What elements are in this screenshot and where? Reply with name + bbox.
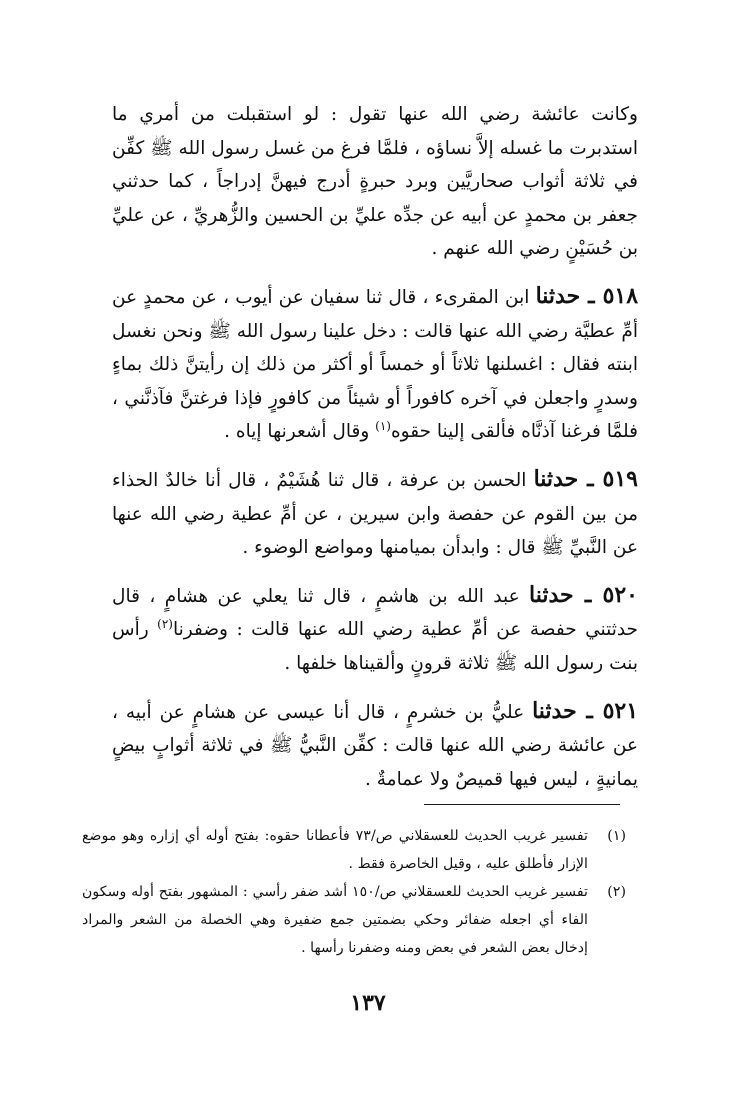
footnote-1	[82, 822, 626, 878]
hadith-text: عليُّ بن خشرمٍ ، قال أنا عيسى عن هشامٍ عن أبيه ، عن عائشة رضي الله عنها قالت : كفِّن النَّبيُّ ﷺ في ثلاثة أثوابٍ بيضٍ يمانيةٍ ، ليس فيها قميصٌ ولا عمامةٌ .	[112, 701, 638, 790]
footnote-separator	[424, 804, 620, 805]
hadith-519	[112, 463, 638, 565]
hadith-text-after: رأس بنت رسول الله ﷺ ثلاثة قرونٍ وألقيناها خلفها .	[112, 619, 638, 674]
hadith-text: الحسن بن عرفة ، قال ثنا هُشَيْمٌ ، قال أنا خالدٌ الحذاء من بين القوم عن حفصة وابن سيرين ، عن أمِّ عطية رضي الله عنها عن النَّبيِّ ﷺ قال : وابدأن بميامنها ومواضع الوضوء .	[112, 469, 638, 559]
hadith-number: ٥٢٠	[602, 581, 638, 608]
hadith-dash: ـ	[580, 282, 603, 309]
haddathana-keyword: حدثنا	[535, 282, 581, 309]
hadith-dash: ـ	[578, 465, 603, 492]
hadith-521	[112, 695, 638, 797]
footnotes	[82, 822, 626, 962]
footnote-ref-1[interactable]: (١)	[375, 419, 391, 434]
page-number: ١٣٧	[350, 990, 386, 1016]
hadith-number: ٥١٩	[602, 465, 638, 492]
hadith-text: ابن المقرىء ، قال ثنا سفيان عن أيوب ، عن محمدٍ عن أمِّ عطيَّة رضي الله عنها قالت : دخل علينا رسول الله ﷺ ونحن نغسل ابنته فقال : اغسلنها ثلاثاً أو خمساً أو أكثر من ذلك إن رأيتنَّ ذلك بماءٍ وسدرٍ واجعلن في آخره كافوراً أو شيئاً من كافورٍ فإذا فرغتنَّ فآذنَّني ، فلمَّا فرغنا آذنَّاه فألقى إلينا حقوه	[112, 286, 638, 443]
footnote-ref-2[interactable]: (٢)	[157, 617, 173, 632]
footnote-number: (٢)	[607, 884, 626, 900]
hadith-518	[112, 280, 638, 449]
haddathana-keyword: حدثنا	[529, 581, 574, 608]
footnote-text: تفسير غريب الحديث للعسقلاني ص/١٥٠ أشد ضفر رأسي : المشهور بفتح أوله وسكون الفاء أي اجعله ضفائر وحكي بضمتين جمع ضفيرة وهي الخصلة من الشعر والمراد إدخال بعض الشعر في بعض ومنه وضفرنا رأسها .	[82, 884, 588, 956]
haddathana-keyword: حدثنا	[533, 465, 579, 492]
main-text	[112, 98, 638, 796]
footnote-text: تفسير غريب الحديث للعسقلاني ص/٧٣ فأعطانا حقوه: بفتح أوله أي إزاره وهو موضع الإزار فأطلق عليه ، وقيل الخاصرة فقط .	[82, 828, 588, 872]
hadith-dash: ـ	[576, 697, 603, 724]
hadith-number: ٥٢١	[602, 697, 639, 724]
hadith-520	[112, 579, 638, 681]
hadith-text-after: وقال أشعرنها إياه .	[224, 421, 376, 443]
footnote-2	[82, 878, 626, 962]
hadith-dash: ـ	[573, 581, 603, 608]
footnote-number: (١)	[607, 828, 626, 844]
haddathana-keyword: حدثنا	[532, 697, 577, 724]
hadith-text: عبد الله بن هاشمٍ ، قال ثنا يعلي عن هشامٍ ، قال حدثتني حفصة عن أمِّ عطية رضي الله عنها قالت : وضفرنا	[112, 585, 638, 641]
intro-paragraph: وكانت عائشة رضي الله عنها تقول : لو استقبلت من أمري ما استدبرت ما غسله إلاَّ نساؤه ، فلمَّا فرغ من غسل رسول الله ﷺ كفِّن في ثلاثة أثواب صحاريَّين وبرد حبرةٍ أدرج فيهنَّ إدراجاً ، كما حدثني جعفر بن محمدٍ عن أبيه عن جدِّه عليِّ بن الحسين والزُّهريِّ ، عن عليِّ بن حُسَيْنٍ رضي الله عنهم .	[112, 104, 638, 260]
hadith-number: ٥١٨	[602, 282, 639, 309]
